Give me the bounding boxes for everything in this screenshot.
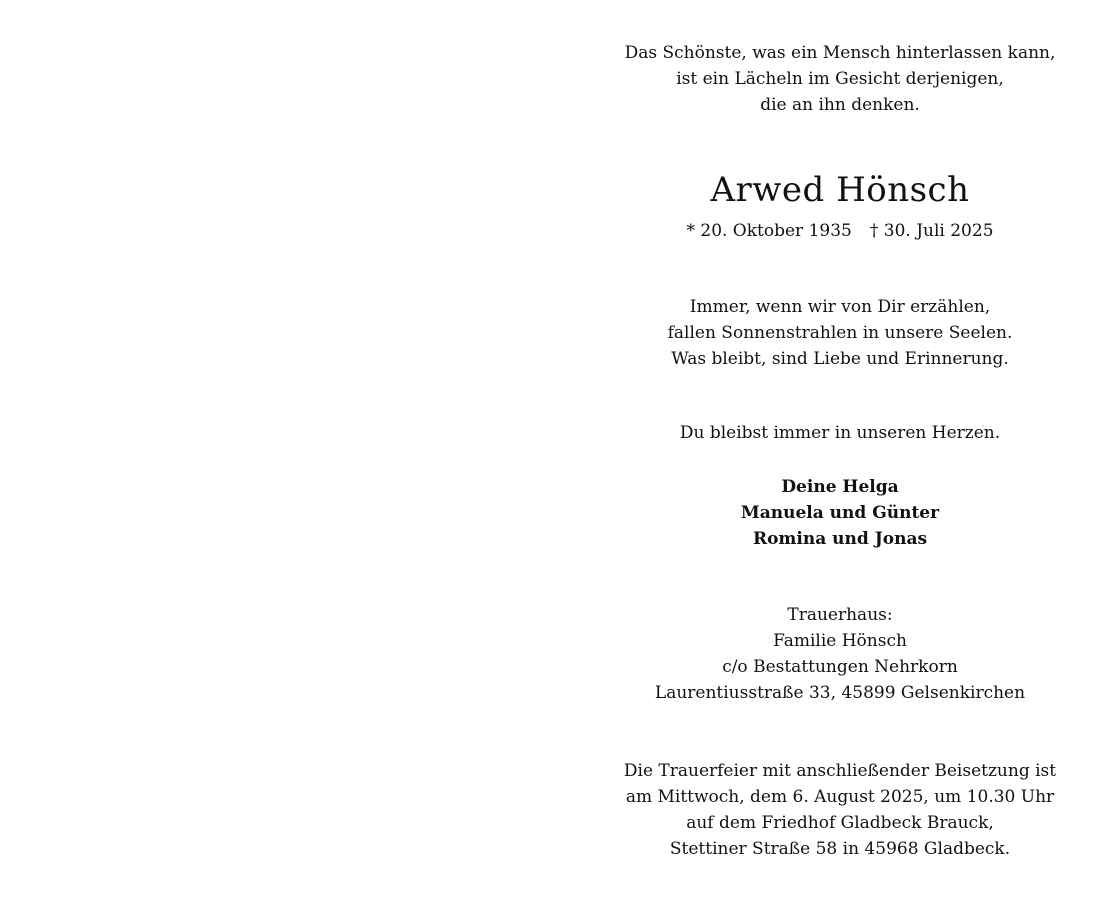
birth-date: * 20. Oktober 1935: [686, 221, 852, 241]
opening-quote: [590, 40, 1090, 118]
quote-line: ist ein Lächeln im Gesicht derjenigen,: [676, 69, 1004, 89]
ceremony-line: auf dem Friedhof Gladbeck Brauck,: [686, 813, 994, 833]
address-line: Trauerhaus:: [787, 605, 893, 625]
mourner-name: Manuela und Günter: [740, 503, 940, 523]
closing-line: Du bleibst immer in unseren Herzen.: [679, 423, 1001, 443]
quote-line: die an ihn denken.: [760, 95, 920, 115]
verse-line: Immer, wenn wir von Dir erzählen,: [689, 297, 991, 317]
verse-line: fallen Sonnenstrahlen in unsere Seelen.: [667, 323, 1013, 343]
address-line: Laurentiusstraße 33, 45899 Gelsenkirchen: [654, 683, 1026, 703]
ceremony-line: Die Trauerfeier mit anschließender Beisetzung ist: [623, 761, 1057, 781]
mourner-name: Romina und Jonas: [752, 529, 928, 549]
obituary-notice: [590, 0, 1090, 900]
ceremony-line: Stettiner Straße 58 in 45968 Gladbeck.: [669, 839, 1011, 859]
mourners-list: [590, 474, 1090, 552]
mourning-house-address: [590, 602, 1090, 706]
mourner-name: Deine Helga: [781, 477, 899, 497]
memorial-verse: [590, 294, 1090, 372]
address-line: Familie Hönsch: [773, 631, 907, 651]
funeral-ceremony-info: [590, 758, 1090, 862]
life-dates: [590, 218, 1090, 244]
ceremony-line: am Mittwoch, dem 6. August 2025, um 10.30 Uhr: [625, 787, 1055, 807]
death-date: † 30. Juli 2025: [869, 221, 994, 241]
address-line: c/o Bestattungen Nehrkorn: [722, 657, 958, 677]
verse-line: Was bleibt, sind Liebe und Erinnerung.: [671, 349, 1009, 369]
deceased-name: Arwed Hönsch: [710, 170, 970, 210]
quote-line: Das Schönste, was ein Mensch hinterlassen kann,: [624, 43, 1056, 63]
